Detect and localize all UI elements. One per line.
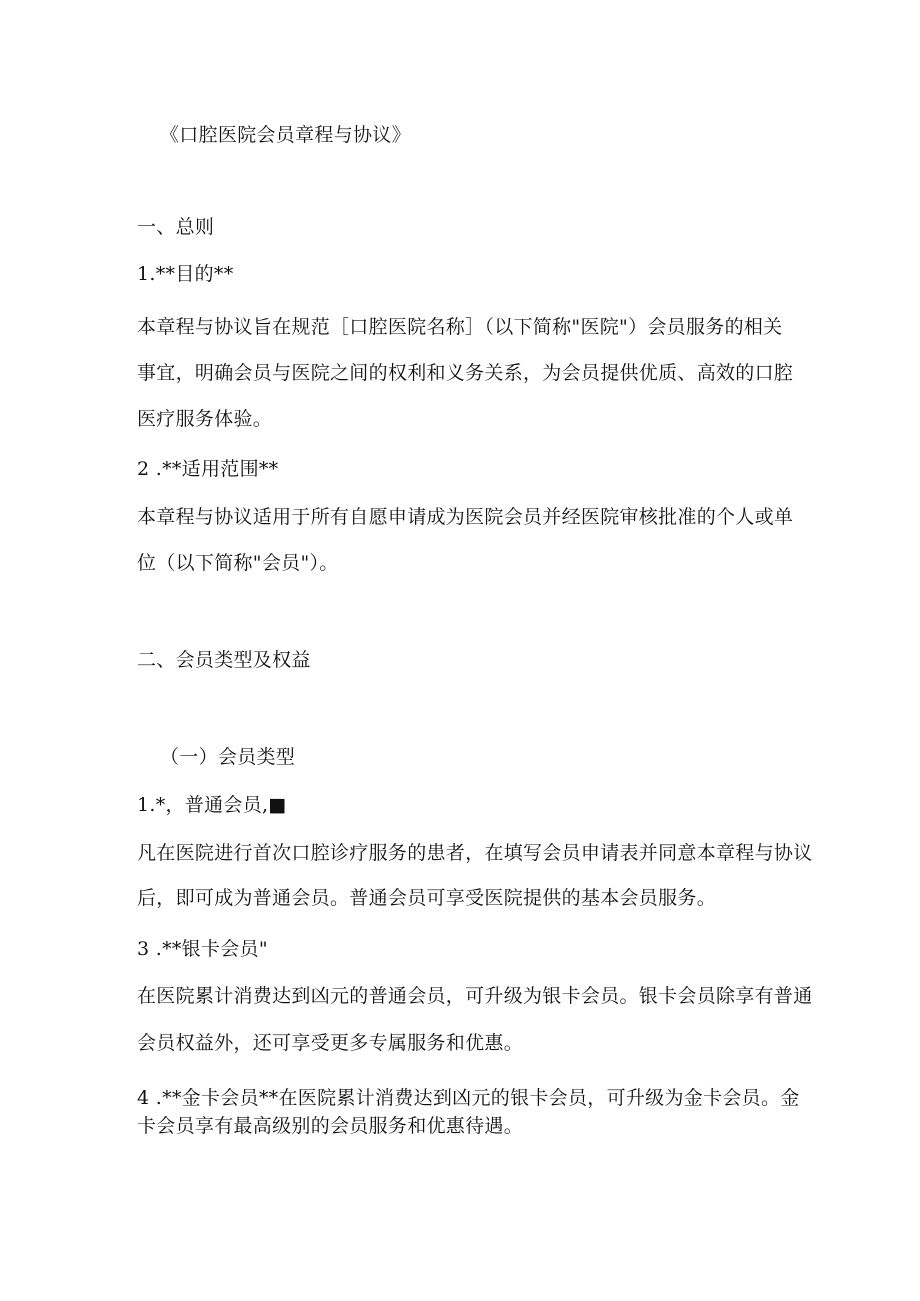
item-heading-purpose: 1.**目的** [137, 263, 234, 285]
paragraph-line: 凡在医院进行首次口腔诊疗服务的患者，在填写会员申请表并同意本章程与协议 [137, 842, 813, 864]
item-heading-scope: 2 .**适用范围** [137, 458, 279, 480]
paragraph-line: 本章程与协议适用于所有自愿申请成为医院会员并经医院审核批准的个人或单 [137, 506, 794, 528]
paragraph-line-gold-member: 4 .**金卡会员**在医院累计消费达到凶元的银卡会员，可升级为金卡会员。金 [137, 1087, 800, 1109]
paragraph-line: 位（以下简称"会员"）。 [137, 552, 339, 574]
paragraph-line: 会员权益外，还可享受更多专属服务和优惠。 [137, 1032, 524, 1054]
subsection-heading-types: （一）会员类型 [160, 746, 296, 768]
paragraph-line: 事宜，明确会员与医院之间的权利和义务关系，为会员提供优质、高效的口腔 [137, 362, 794, 384]
paragraph-line: 本章程与协议旨在规范［口腔医院名称］（以下简称"医院"）会员服务的相关 [137, 316, 783, 338]
paragraph-line: 在医院累计消费达到凶元的普通会员，可升级为银卡会员。银卡会员除享有普通 [137, 985, 813, 1007]
section-heading-membership: 二、会员类型及权益 [137, 649, 311, 671]
section-heading-general: 一、总则 [137, 216, 215, 238]
item-heading-silver-member: 3 .**银卡会员" [137, 938, 268, 960]
paragraph-line: 后，即可成为普通会员。普通会员可享受医院提供的基本会员服务。 [137, 887, 717, 909]
paragraph-line: 医疗服务体验。 [137, 408, 273, 430]
item-heading-regular-member: 1.*，普通会员,■ [137, 794, 287, 816]
document-title: 《口腔医院会员章程与协议》 [160, 124, 411, 146]
paragraph-line: 卡会员享有最高级别的会员服务和优惠待遇。 [137, 1115, 524, 1137]
